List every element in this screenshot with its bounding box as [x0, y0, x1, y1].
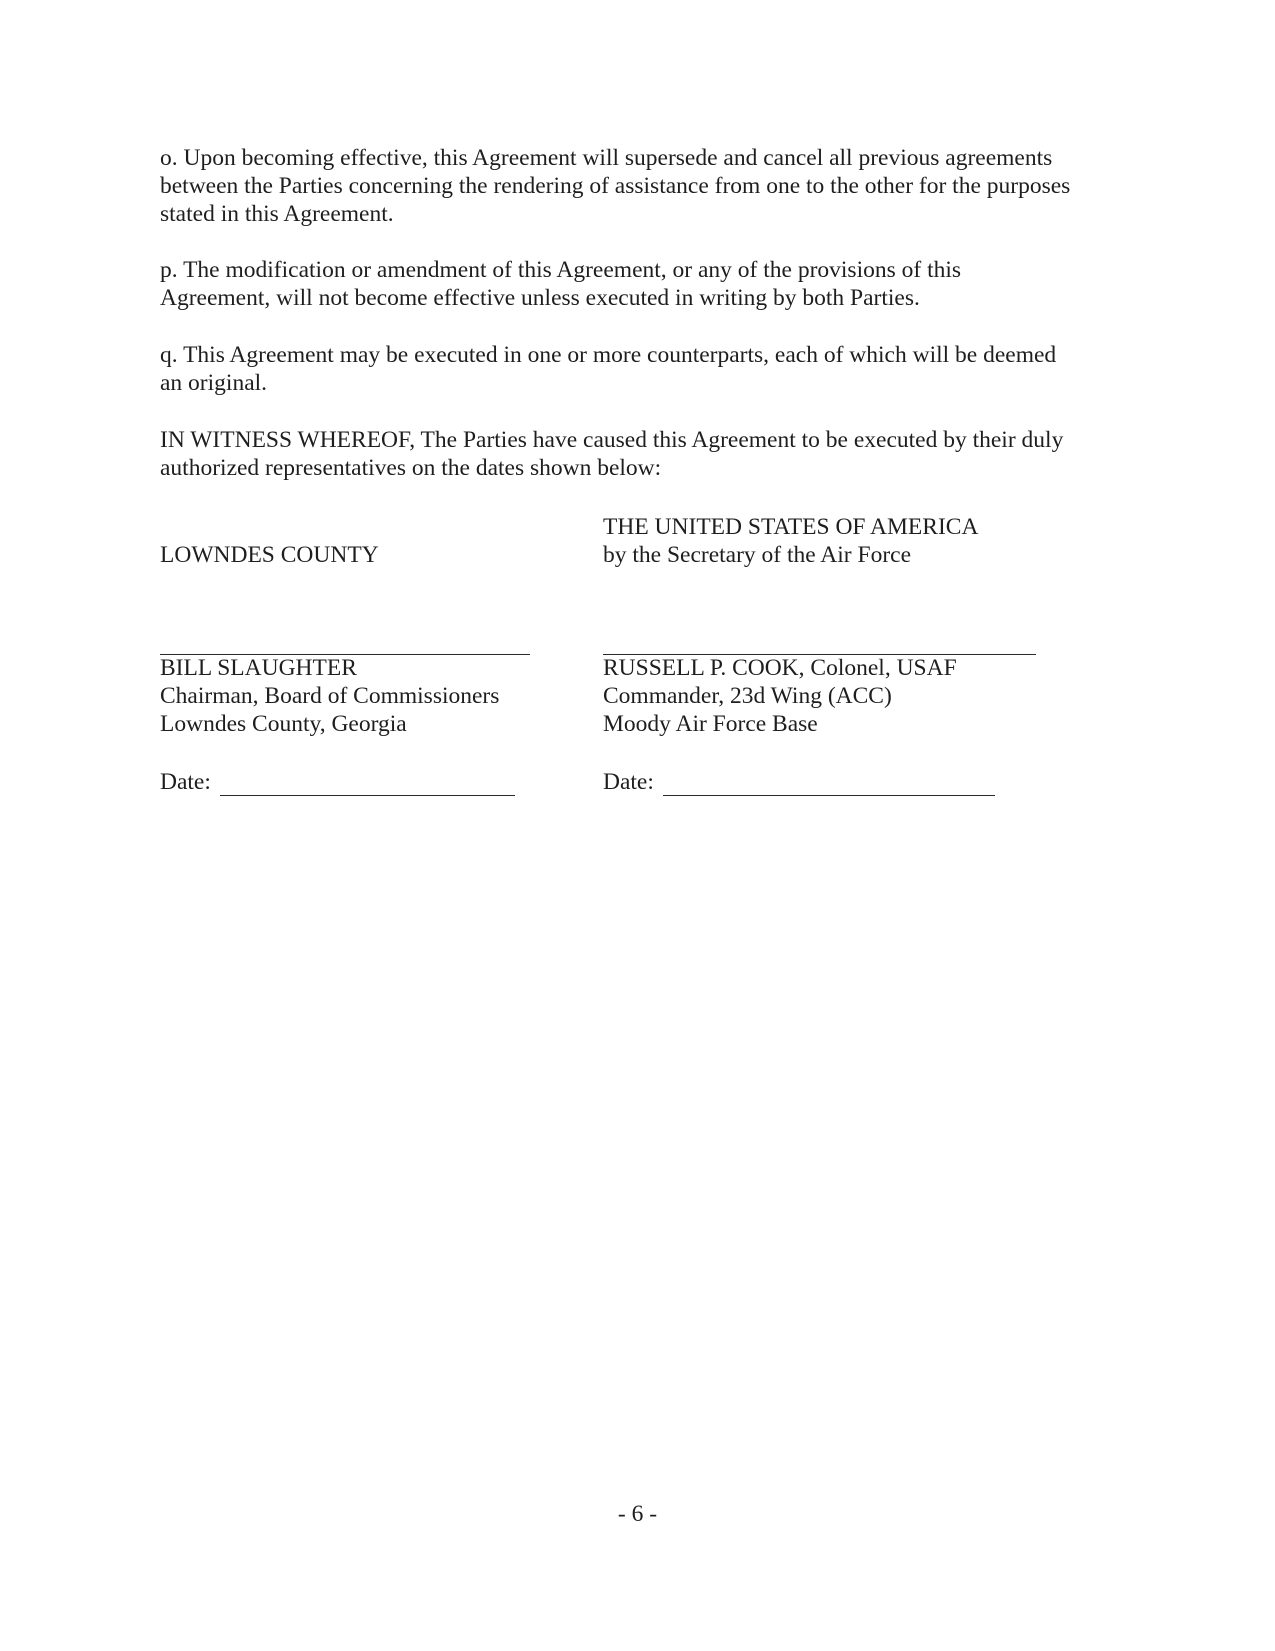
paragraph-o-line-2: between the Parties concerning the rendering of assistance from one to the other for the purposes — [160, 173, 1071, 199]
date-left-blank — [220, 795, 515, 796]
signatory-right-name: RUSSELL P. COOK, Colonel, USAF — [603, 655, 957, 681]
date-right-label: Date: — [603, 769, 654, 795]
party-left-name: LOWNDES COUNTY — [160, 542, 379, 568]
paragraph-p-line-1: p. The modification or amendment of this Agreement, or any of the provisions of this — [160, 257, 962, 283]
signatory-left-org: Lowndes County, Georgia — [160, 711, 407, 737]
signatory-left-title: Chairman, Board of Commissioners — [160, 683, 500, 709]
witness-line-2: authorized representatives on the dates shown below: — [160, 455, 662, 481]
paragraph-q-line-1: q. This Agreement may be executed in one or more counterparts, each of which will be deemed — [160, 342, 1057, 368]
party-right-name: THE UNITED STATES OF AMERICA — [603, 514, 979, 540]
signatory-right-title: Commander, 23d Wing (ACC) — [603, 683, 892, 709]
paragraph-o — [160, 144, 1120, 228]
witness-paragraph — [160, 426, 1120, 482]
signatory-right-org: Moody Air Force Base — [603, 711, 818, 737]
paragraph-q-line-2: an original. — [160, 370, 268, 396]
paragraph-q — [160, 341, 1120, 397]
page-number: - 6 - — [617, 1501, 658, 1527]
signatory-left-name: BILL SLAUGHTER — [160, 655, 357, 681]
witness-line-1: IN WITNESS WHEREOF, The Parties have caused this Agreement to be executed by their duly — [160, 427, 1064, 453]
paragraph-p — [160, 256, 1120, 312]
paragraph-o-line-1: o. Upon becoming effective, this Agreement will supersede and cancel all previous agreements — [160, 145, 1053, 171]
party-right-subtitle: by the Secretary of the Air Force — [603, 542, 912, 568]
paragraph-p-line-2: Agreement, will not become effective unless executed in writing by both Parties. — [160, 285, 920, 311]
paragraph-o-line-3: stated in this Agreement. — [160, 201, 394, 227]
party-right — [603, 513, 978, 569]
date-right-blank — [663, 795, 995, 796]
party-left — [160, 541, 379, 569]
signatory-left — [160, 654, 499, 738]
signatory-right — [603, 654, 957, 738]
date-left-label: Date: — [160, 769, 211, 795]
